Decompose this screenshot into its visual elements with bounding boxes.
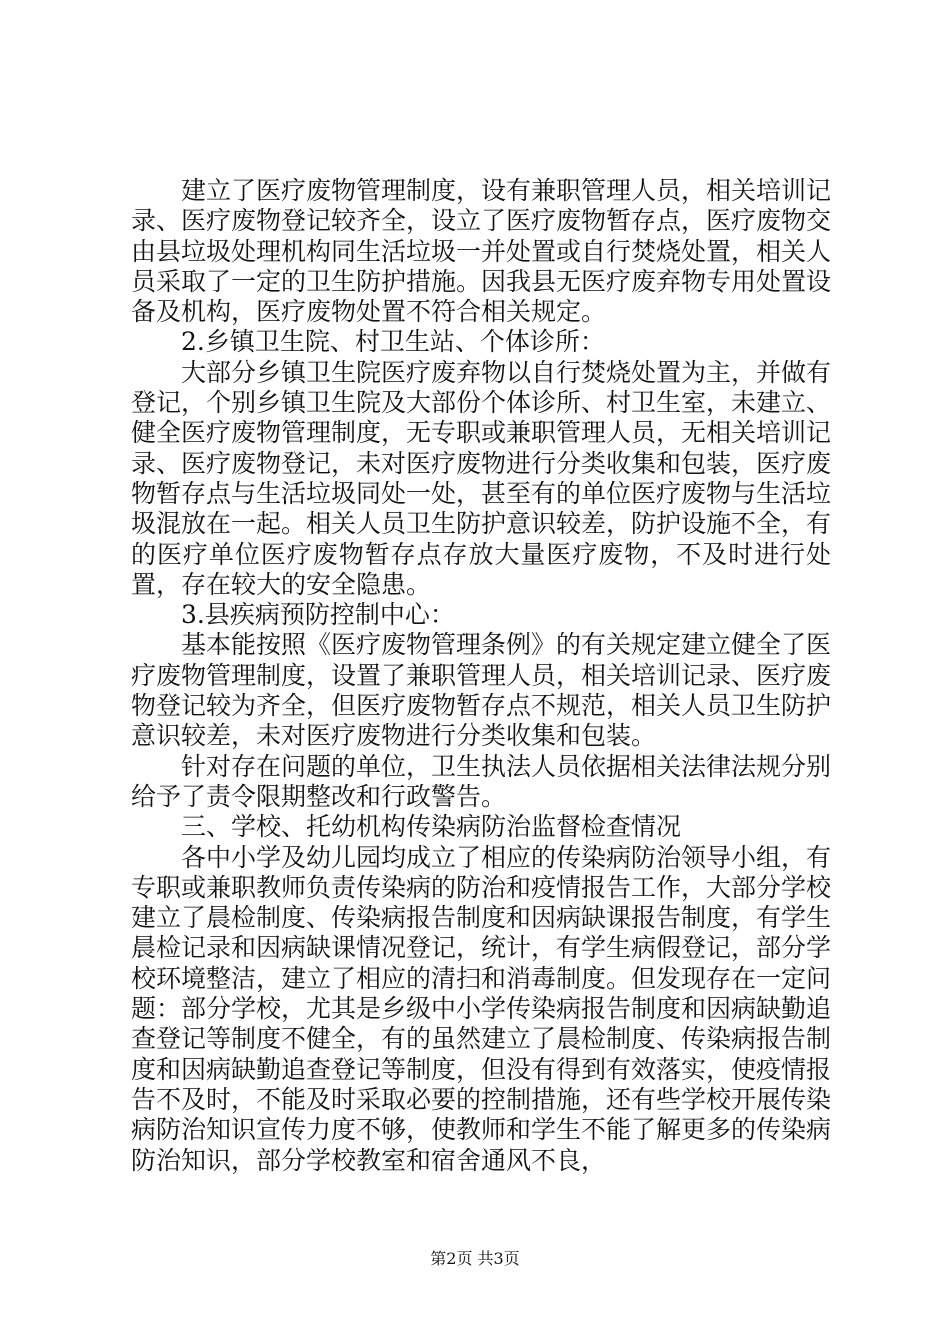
document-body	[131, 176, 831, 1176]
paragraph-schools: 各中小学及幼儿园均成立了相应的传染病防治领导小组，有专职或兼职教师负责传染病的防治和疫情报告工作，大部分学校建立了晨检制度、传染病报告制度和因病缺课报告制度，有学生晨检记录和因病缺课情况登记，统计，有学生病假登记，部分学校环境整洁，建立了相应的清扫和消毒制度。但发现存在一定问题：部分学校，尤其是乡级中小学传染病报告制度和因病缺勤追查登记等制度不健全，有的虽然建立了晨检制度、传染病报告制度和因病缺勤追查登记等制度，但没有得到有效落实，使疫情报告不及时，不能及时采取必要的控制措施，还有些学校开展传染病防治知识宣传力度不够，使教师和学生不能了解更多的传染病防治知识，部分学校教室和宿舍通风不良，	[131, 842, 832, 1175]
paragraph-township-clinics: 大部分乡镇卫生院医疗废弃物以自行焚烧处置为主，并做有登记，个别乡镇卫生院及大部份个体诊所、村卫生室，未建立、健全医疗废物管理制度，无专职或兼职管理人员，无相关培训记录、医疗废物登记，未对医疗废物进行分类收集和包装，医疗废物暂存点与生活垃圾同处一处，甚至有的单位医疗废物与生活垃圾混放在一起。相关人员卫生防护意识较差，防护设施不全，有的医疗单位医疗废物暂存点存放大量医疗废物，不及时进行处置，存在较大的安全隐患。	[131, 357, 832, 599]
heading-cdc: 3.县疾病预防控制中心：	[181, 600, 455, 630]
paragraph-cdc: 基本能按照《医疗废物管理条例》的有关规定建立健全了医疗废物管理制度，设置了兼职管理人员，相关培训记录、医疗废物登记较为齐全，但医疗废物暂存点不规范，相关人员卫生防护意识较差，未对医疗废物进行分类收集和包装。	[131, 630, 832, 751]
page-footer: 第2页 共3页	[430, 1249, 520, 1268]
paragraph-enforcement: 针对存在问题的单位，卫生执法人员依据相关法律法规分别给予了责令限期整改和行政警告。	[131, 751, 832, 811]
heading-schools: 三、学校、托幼机构传染病防治监督检查情况	[181, 812, 682, 842]
paragraph-medical-waste-management: 建立了医疗废物管理制度，设有兼职管理人员，相关培训记录、医疗废物登记较齐全，设立了医疗废物暂存点，医疗废物交由县垃圾处理机构同生活垃圾一并处置或自行焚烧处置，相关人员采取了一定的卫生防护措施。因我县无医疗废弃物专用处置设备及机构，医疗废物处置不符合相关规定。	[131, 176, 832, 327]
heading-township-clinics: 2.乡镇卫生院、村卫生站、个体诊所：	[181, 327, 605, 357]
